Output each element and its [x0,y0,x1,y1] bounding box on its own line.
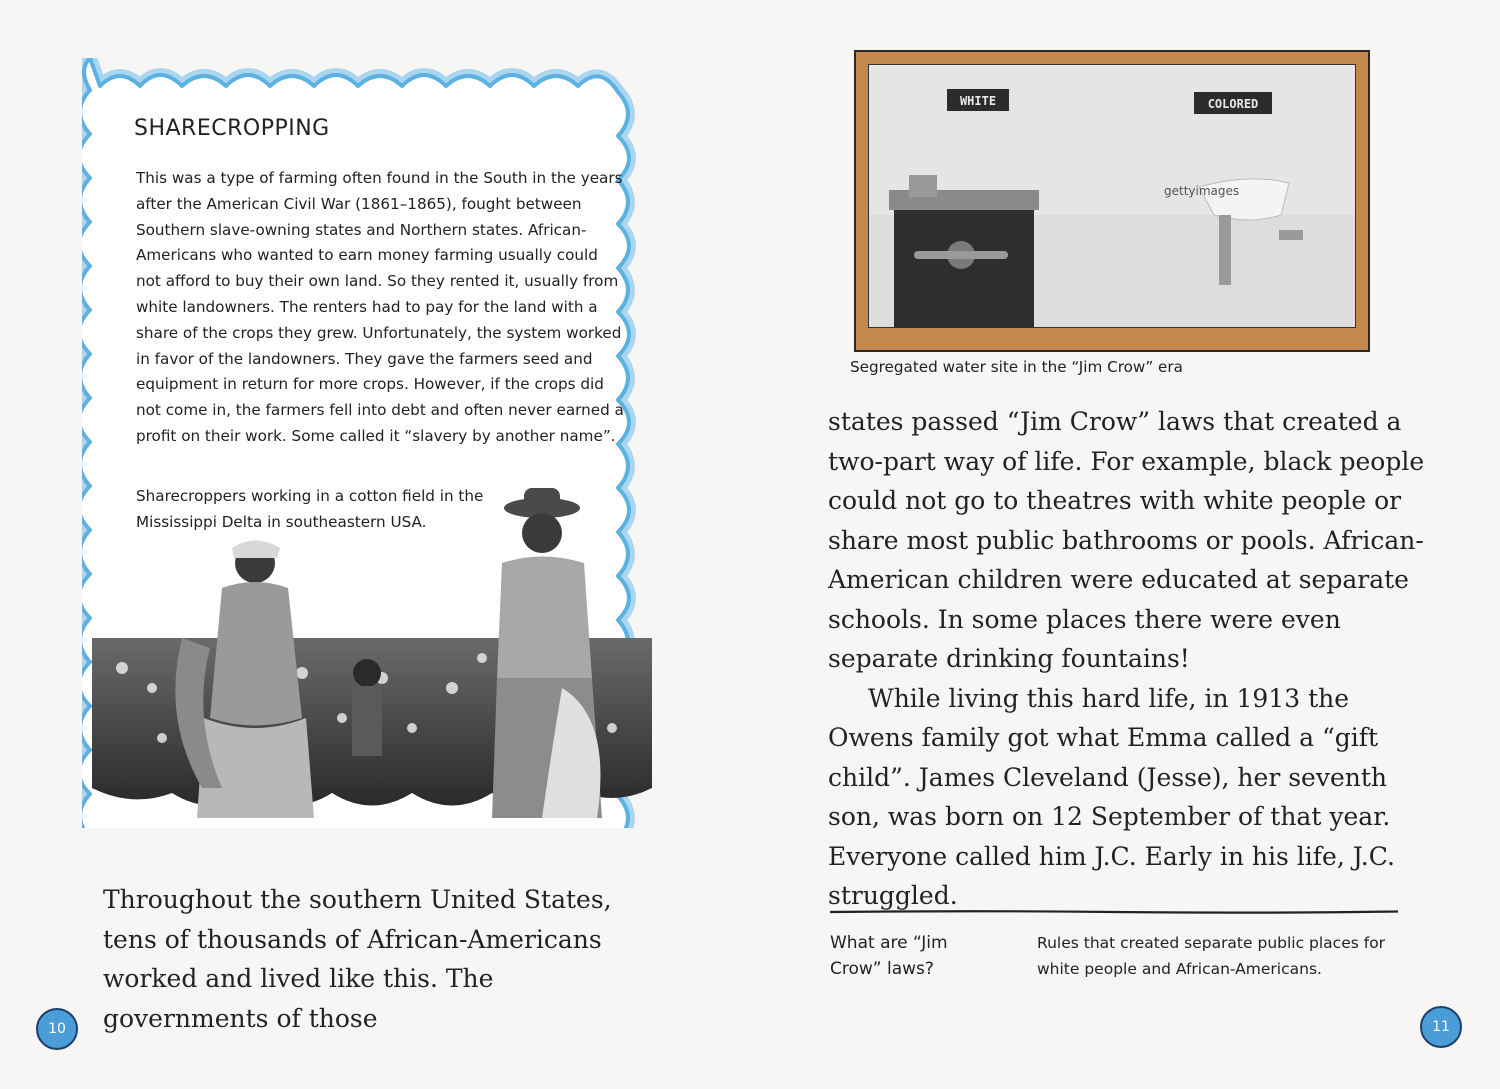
glossary-divider [830,910,1398,914]
paragraph-1: states passed “Jim Crow” laws that created a two-part way of life. For example, black people could not go to theatres with white people or share most public bathrooms or pools. African-American children were educated at separate schools. In some places there were even separate drinking fountains! [828,407,1425,673]
fountain-photo [868,64,1356,328]
sharecroppers-photo [92,488,652,833]
right-body-text [828,402,1428,916]
glossary-definition: Rules that created separate public places for white people and African-Americans. [1037,934,1386,978]
sidebar-body-text: This was a type of farming often found in the South in the years after the American Civil War (1861–1865), fought between Southern slave-owning states and Northern states. African-Americans who wanted to earn money farming usually could not afford to buy their own land. So they rented it, usually from white landowners. The renters had to pay for the land with a share of the crops they grew. Unfortunately, the system worked in favor of the landowners. They gave the farmers seed and equipment in return for more crops. However, if the crops did not come in, the farmers fell into debt and often never earned a profit on their work. Some called it “slavery by another name”. [136,169,624,445]
getty-watermark: gettyimages [1164,184,1240,198]
sign-white: WHITE [959,94,997,108]
fountain-photo-caption: Segregated water site in the “Jim Crow” era [850,358,1183,376]
paragraph-2: While living this hard life, in 1913 the Owens family got what Emma called a “gift child”. James Cleveland (Jesse), her seventh son, was born on 12 September of that year. Everyone called him J.C. Early in his life, J.C. struggled. [828,683,1395,910]
right-page [750,0,1500,1089]
fountain-photo-frame [854,50,1370,352]
sharecroppers-photo-caption: Sharecroppers working in a cotton field in the Mississippi Delta in southeastern USA. [136,487,484,531]
page-number-right: 11 [1420,1006,1462,1048]
glossary-term: What are “Jim Crow” laws? [830,933,948,979]
sign-colored: COLORED [1207,97,1259,111]
left-body-text: Throughout the southern United States, tens of thousands of African-Americans worked and lived like this. The governments of those [103,885,612,1033]
sidebar-title: SHARECROPPING [134,116,330,141]
page-number-left: 10 [36,1008,78,1050]
